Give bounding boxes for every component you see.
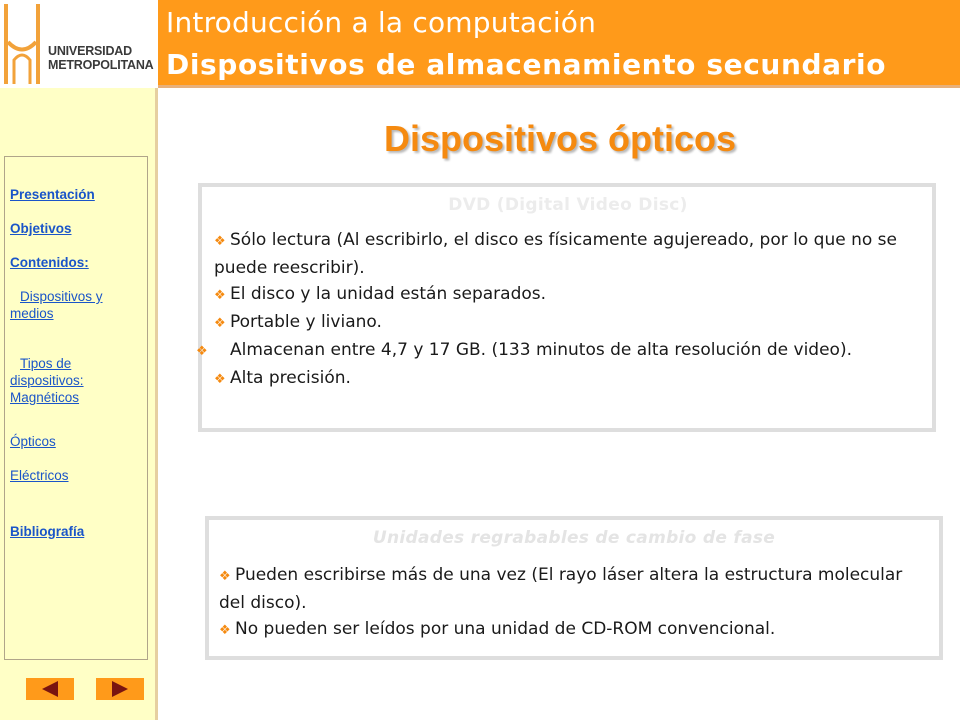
phase-change-card-body (219, 562, 929, 644)
list-item (214, 281, 922, 309)
list-item (214, 365, 922, 393)
course-title: Introducción a la computación (166, 6, 597, 39)
list-item (214, 227, 922, 281)
slide-title: Dispositivos ópticos (383, 118, 737, 159)
sidebar-item-bibliografia[interactable]: Bibliografía (10, 524, 85, 539)
list-item-text: Portable y liviano. (230, 312, 382, 332)
dvd-card-heading: DVD (Digital Video Disc) (448, 195, 688, 215)
university-logo-icon (2, 2, 48, 88)
diamond-bullet-icon: ❖ (219, 623, 231, 638)
diamond-bullet-icon: ❖ (214, 372, 226, 387)
list-item-text: Alta precisión. (230, 368, 351, 388)
diamond-bullet-icon: ❖ (214, 288, 226, 303)
diamond-bullet-icon: ❖ (214, 316, 226, 331)
diamond-bullet-icon: ❖ (196, 344, 208, 359)
sidebar-item-tipos-magneticos[interactable]: Tipos de dispositivos: Magnéticos (10, 356, 84, 405)
list-item-text: El disco y la unidad están separados. (230, 284, 547, 304)
sidebar (0, 88, 158, 720)
university-logo (0, 0, 158, 88)
list-item-text: No pueden ser leídos por una unidad de CD-ROM convencional. (235, 619, 776, 639)
list-item (196, 337, 922, 365)
sidebar-item-opticos[interactable]: Ópticos (10, 434, 56, 449)
logo-text (48, 44, 154, 72)
section-title: Dispositivos de almacenamiento secundario (166, 48, 887, 81)
sidebar-nav (4, 156, 148, 660)
sidebar-item-contenidos[interactable]: Contenidos: (10, 255, 89, 270)
arrow-left-icon (26, 678, 74, 700)
list-item (219, 562, 929, 616)
previous-button[interactable] (26, 678, 74, 700)
list-item-text: Pueden escribirse más de una vez (El rayo láser altera la estructura molecular del disco). (219, 565, 903, 613)
diamond-bullet-icon: ❖ (219, 569, 231, 584)
list-item-text: Sólo lectura (Al escribirlo, el disco es físicamente agujereado, por lo que no se puede reescribir). (214, 230, 897, 278)
dvd-card-body (196, 227, 922, 393)
slide-navigation (0, 678, 158, 700)
sidebar-item-dispositivos-medios[interactable]: Dispositivos y medios (10, 289, 103, 321)
list-item (219, 616, 929, 644)
logo-line1: UNIVERSIDAD (48, 44, 132, 58)
sidebar-item-objetivos[interactable]: Objetivos (10, 221, 72, 236)
list-item-text: Almacenan entre 4,7 y 17 GB. (133 minutos de alta resolución de video). (230, 340, 852, 360)
sidebar-item-presentacion[interactable]: Presentación (10, 187, 95, 202)
arrow-right-icon (96, 678, 144, 700)
logo-line2: METROPOLITANA (48, 58, 154, 72)
phase-change-card (205, 516, 943, 660)
phase-change-card-heading: Unidades regrabables de cambio de fase (372, 528, 776, 548)
dvd-card (198, 183, 936, 432)
diamond-bullet-icon: ❖ (214, 234, 226, 249)
list-item (214, 309, 922, 337)
next-button[interactable] (96, 678, 144, 700)
sidebar-item-electricos[interactable]: Eléctricos (10, 468, 69, 483)
header-bar (158, 0, 960, 88)
